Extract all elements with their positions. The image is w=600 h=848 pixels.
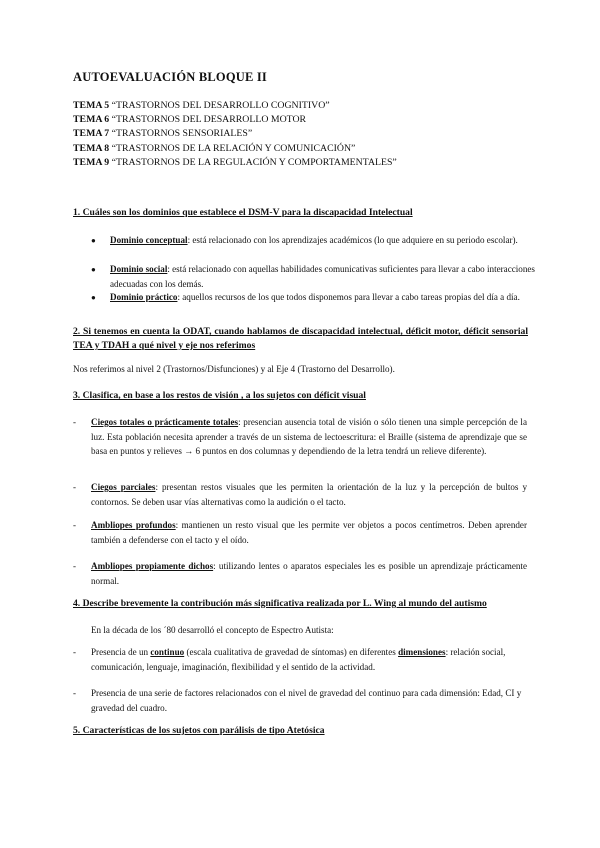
dash-icon: - xyxy=(73,417,76,427)
bullet-icon: ● xyxy=(91,236,96,245)
list-item: Ciegos parciales: presentan restos visuales que les permiten la orientación de la luz y la percepción de bultos y contornos. Se deben usar vías alternativas como la audición o el tacto. xyxy=(91,482,527,507)
list-item: Dominio social: está relacionado con aquellas habilidades comunicativas suficientes para llevar a cabo interacciones adecuadas con los demás. xyxy=(110,264,535,289)
dash-icon: - xyxy=(73,561,76,571)
tema-line: TEMA 7 “TRASTORNOS SENSORIALES” xyxy=(73,128,253,140)
question-4-heading: 4. Describe brevemente la contribución más significativa realizada por L. Wing al mundo del autismo xyxy=(73,598,487,609)
list-item: Dominio práctico: aquellos recursos de los que todos disponemos para llevar a cabo tareas propias del día a día. xyxy=(110,292,520,302)
tema-line: TEMA 9 “TRASTORNOS DE LA REGULACIÓN Y COMPORTAMENTALES” xyxy=(73,156,397,168)
tema-line: TEMA 6 “TRASTORNOS DEL DESARROLLO MOTOR xyxy=(73,114,307,126)
dash-icon: - xyxy=(73,520,76,530)
list-item: Ambliopes profundos: mantienen un resto visual que les permite ver objetos a pocos centímetros. Deben aprender también a defenderse con el tacto y el oído. xyxy=(91,520,527,545)
question-3-heading: 3. Clasifica, en base a los restos de visión , a los sujetos con déficit visual xyxy=(73,390,366,401)
bullet-icon: ● xyxy=(91,293,96,302)
question-4-intro: En la década de los ´80 desarrolló el concepto de Espectro Autista: xyxy=(91,625,334,635)
tema-line: TEMA 5 “TRASTORNOS DEL DESARROLLO COGNITIVO” xyxy=(73,100,330,111)
dash-icon: - xyxy=(73,482,76,492)
question-2-heading: 2. Si tenemos en cuenta la ODAT, cuando hablamos de discapacidad intelectual, déficit motor, déficit sensorial TEA y TDAH a qué nivel y eje nos referimos xyxy=(73,326,528,351)
list-item: Presencia de un continuo (escala cualitativa de gravedad de síntomas) en diferentes dimensiones: relación social, comunicación, lenguaje, imaginación, flexibilidad y el sentido de la actividad. xyxy=(91,647,506,672)
question-5-heading: 5. Características de los sujetos con parálisis de tipo Atetósica xyxy=(73,725,325,736)
list-item: Ciegos totales o prácticamente totales: presencian ausencia total de visión o sólo tienen una simple percepción de la luz. Esta población necesita aprender a través de un sistema de lectoescritura: el Braille (sistema de aprendizaje que se basa en puntos y relieves → 6 puntos en dos columnas y dependiendo de la letra tendrá un relieve diferente). xyxy=(91,417,527,456)
bullet-icon: ● xyxy=(91,265,96,274)
question-1-heading: 1. Cuáles son los dominios que establece el DSM-V para la discapacidad Intelectual xyxy=(73,207,413,218)
list-item: Dominio conceptual: está relacionado con los aprendizajes académicos (lo que adquiere en su periodo escolar). xyxy=(110,235,518,245)
tema-line: TEMA 8 “TRASTORNOS DE LA RELACIÓN Y COMUNICACIÓN” xyxy=(73,142,356,154)
dash-icon: - xyxy=(73,688,76,698)
question-2-answer: Nos referimos al nivel 2 (Trastornos/Disfunciones) y al Eje 4 (Trastorno del Desarrollo). xyxy=(73,364,395,374)
list-item: Ambliopes propiamente dichos: utilizando lentes o aparatos especiales les es posible un aprendizaje prácticamente normal. xyxy=(91,561,527,586)
list-item: Presencia de una serie de factores relacionados con el nivel de gravedad del continuo para cada dimensión: Edad, CI y gravedad del cuadro. xyxy=(91,688,522,713)
dash-icon: - xyxy=(73,647,76,657)
page-title: AUTOEVALUACIÓN BLOQUE II xyxy=(73,70,267,84)
temas-list xyxy=(73,99,397,170)
